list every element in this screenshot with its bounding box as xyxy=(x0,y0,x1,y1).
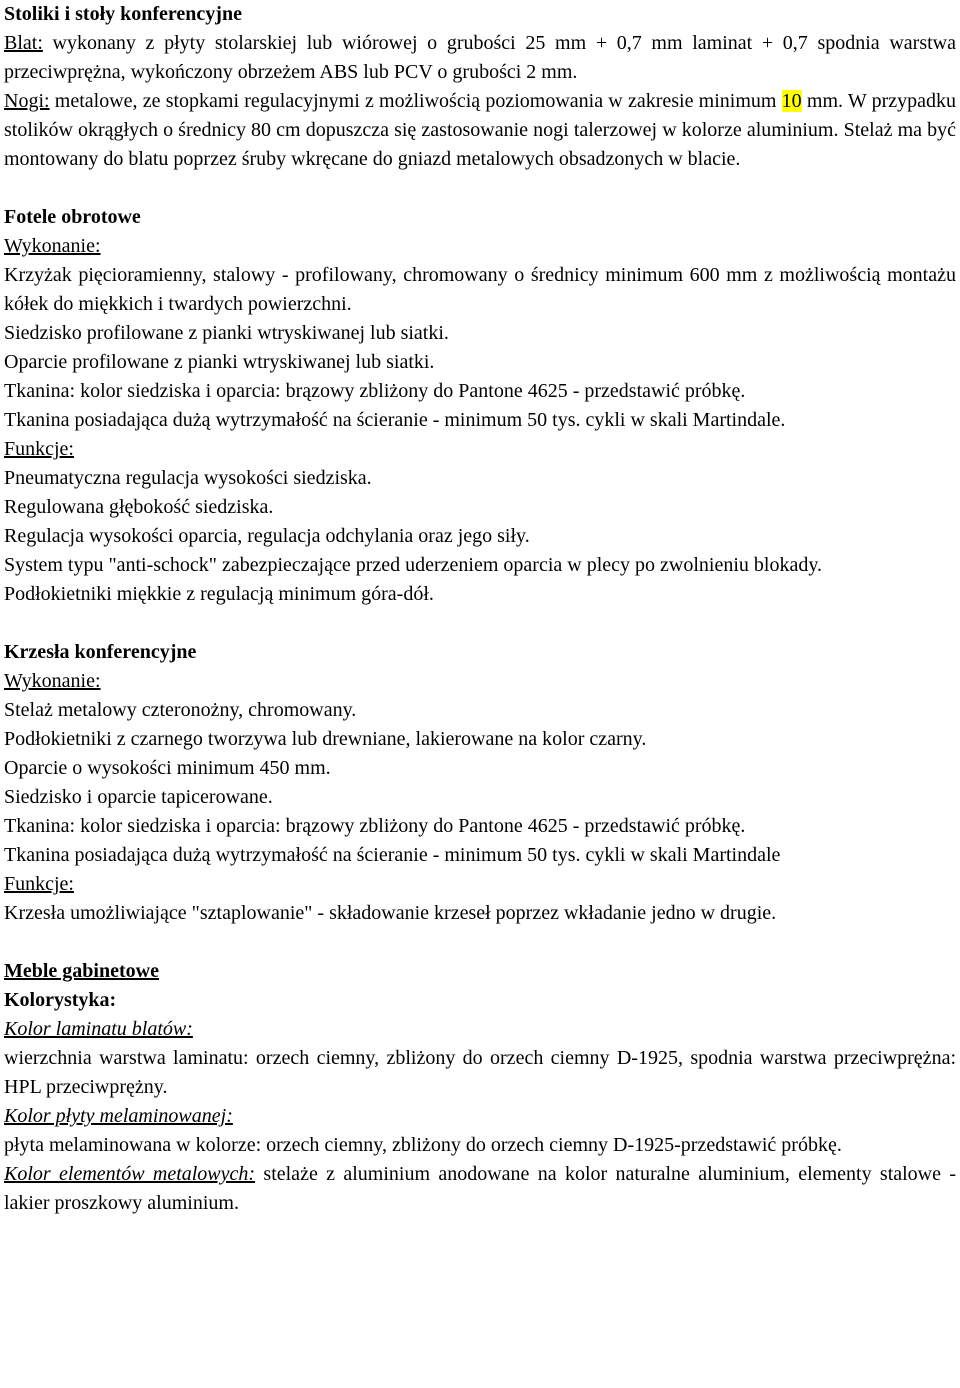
office-metal-label: Kolor elementów metalowych: xyxy=(4,1163,256,1185)
swivel-build-line: Siedzisko profilowane z pianki wtryskiwanej lub siatki. xyxy=(4,322,449,344)
swivel-function-line: Podłokietniki miękkie z regulacją minimum góra-dół. xyxy=(4,583,434,605)
office-melamine-text: płyta melaminowana w kolorze: orzech ciemny, zbliżony do orzech ciemny D-1925-przedstawić próbkę. xyxy=(4,1134,842,1156)
conference-functions-label: Funkcje: xyxy=(4,873,74,895)
swivel-build-line: Tkanina: kolor siedziska i oparcia: brązowy zbliżony do Pantone 4625 - przedstawić próbkę. xyxy=(4,380,746,402)
section-title-office-furniture: Meble gabinetowe xyxy=(4,960,159,982)
section-title-swivel-chairs: Fotele obrotowe xyxy=(4,206,141,228)
conference-build-label: Wykonanie: xyxy=(4,670,101,692)
section-title-conference-chairs: Krzesła konferencyjne xyxy=(4,641,197,663)
tables-legs-label: Nogi: xyxy=(4,90,50,112)
office-metal-text: stelaże z aluminium anodowane na kolor naturalne aluminium, elementy stalowe - lakier proszkowy aluminium. xyxy=(4,1163,956,1214)
section-title-tables: Stoliki i stoły konferencyjne xyxy=(4,3,242,25)
tables-legs-text-a: metalowe, ze stopkami regulacyjnymi z możliwością poziomowania w zakresie minimum xyxy=(49,90,782,112)
conference-function-line: Krzesła umożliwiające "sztaplowanie" - składowanie krzeseł poprzez wkładanie jedno w drugie. xyxy=(4,902,777,924)
swivel-functions-label: Funkcje: xyxy=(4,438,74,460)
office-laminate-text: wierzchnia warstwa laminatu: orzech ciemny, zbliżony do orzech ciemny D-1925, spodnia warstwa przeciwprężna: HPL przeciwprężny. xyxy=(4,1047,956,1098)
tables-top-text: wykonany z płyty stolarskiej lub wiórowej o grubości 25 mm + 0,7 mm laminat + 0,7 spodnia warstwa przeciwprężna, wykończony obrzeżem ABS lub PCV o grubości 2 mm. xyxy=(4,32,956,83)
conference-build-line: Podłokietniki z czarnego tworzywa lub drewniane, lakierowane na kolor czarny. xyxy=(4,728,647,750)
swivel-function-line: Regulowana głębokość siedziska. xyxy=(4,496,274,518)
conference-build-line: Oparcie o wysokości minimum 450 mm. xyxy=(4,757,331,779)
conference-build-line: Siedzisko i oparcie tapicerowane. xyxy=(4,786,273,808)
conference-build-line: Tkanina posiadająca dużą wytrzymałość na ścieranie - minimum 50 tys. cykli w skali Martindale xyxy=(4,844,781,866)
section-conference-chairs xyxy=(4,638,956,928)
tables-legs-value-highlight: 10 xyxy=(781,90,802,112)
office-colors-subtitle: Kolorystyka: xyxy=(4,989,117,1011)
swivel-build-label: Wykonanie: xyxy=(4,235,101,257)
office-melamine-label: Kolor płyty melaminowanej: xyxy=(4,1105,233,1127)
office-metal-paragraph xyxy=(4,1160,956,1218)
office-laminate-label: Kolor laminatu blatów: xyxy=(4,1018,193,1040)
swivel-function-line: System typu "anti-schock" zabezpieczające przed uderzeniem oparcia w plecy po zwolnieniu blokady. xyxy=(4,554,823,576)
swivel-function-line: Regulacja wysokości oparcia, regulacja odchylania oraz jego siły. xyxy=(4,525,530,547)
tables-top-label: Blat: xyxy=(4,32,43,54)
swivel-function-line: Pneumatyczna regulacja wysokości siedziska. xyxy=(4,467,372,489)
conference-build-line: Tkanina: kolor siedziska i oparcia: brązowy zbliżony do Pantone 4625 - przedstawić próbkę. xyxy=(4,815,746,837)
conference-build-line: Stelaż metalowy czteronożny, chromowany. xyxy=(4,699,357,721)
tables-legs-text-b: mm. W przypadku stolików okrągłych o średnicy 80 cm dopuszcza się zastosowanie nogi talerzowej w kolorze aluminium. Stelaż ma być montowany do blatu poprzez śruby wkręcane do gniazd metalowych obsadzonych w blacie. xyxy=(4,90,956,170)
swivel-build-line: Krzyżak pięcioramienny, stalowy - profilowany, chromowany o średnicy minimum 600 mm z możliwością montażu kółek do miękkich i twardych powierzchni. xyxy=(4,264,956,315)
section-office-furniture xyxy=(4,957,956,1218)
swivel-build-line: Tkanina posiadająca dużą wytrzymałość na ścieranie - minimum 50 tys. cykli w skali Martindale. xyxy=(4,409,786,431)
tables-legs-paragraph xyxy=(4,87,956,174)
section-tables xyxy=(4,0,956,174)
section-swivel-chairs xyxy=(4,203,956,609)
tables-top-paragraph xyxy=(4,29,956,87)
swivel-build-line: Oparcie profilowane z pianki wtryskiwanej lub siatki. xyxy=(4,351,435,373)
